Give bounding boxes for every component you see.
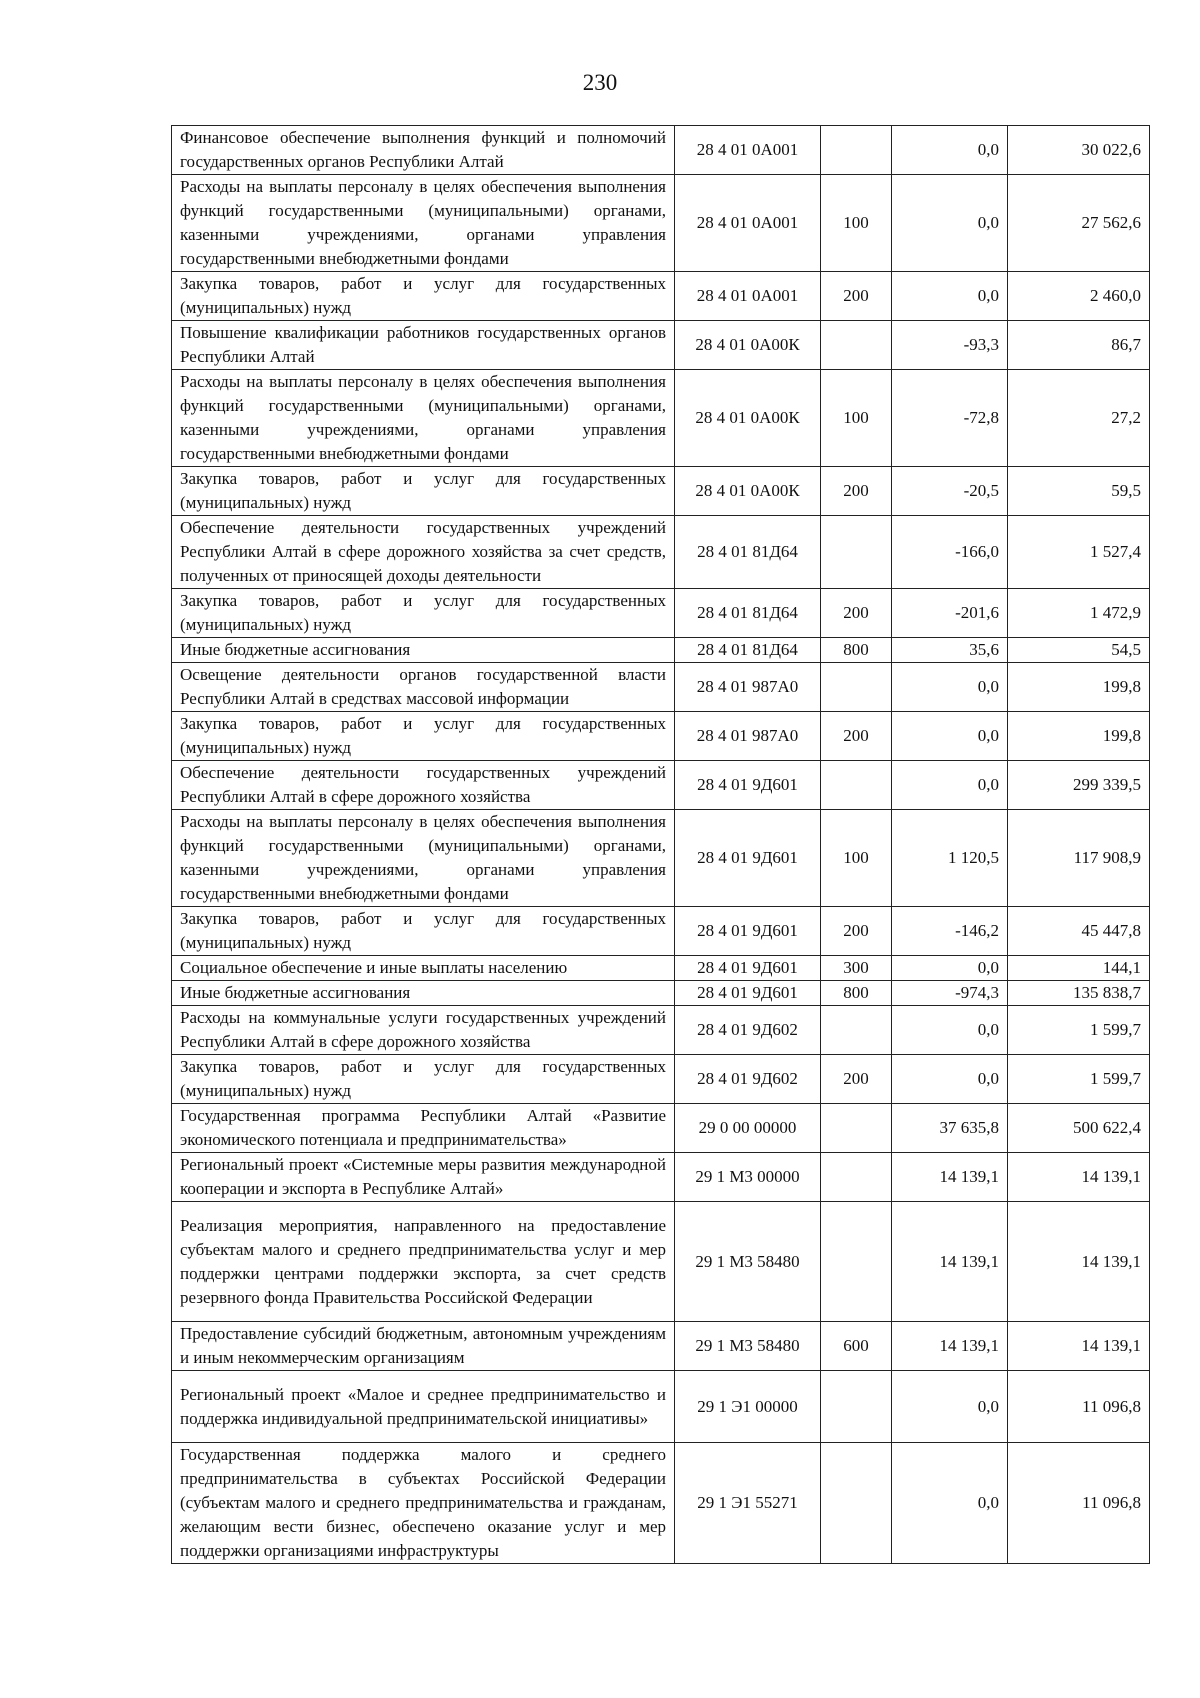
table-row <box>172 1371 1150 1443</box>
row-code-cell: 28 4 01 0А001 <box>675 126 821 175</box>
table-row <box>172 272 1150 321</box>
row-total-cell: 1 472,9 <box>1008 589 1150 638</box>
row-name-cell: Предоставление субсидий бюджетным, автономным учреждениям и иным некоммерческим организациям <box>172 1322 675 1371</box>
row-name-cell: Региональный проект «Малое и среднее предпринимательство и поддержка индивидуальной предпринимательской инициативы» <box>172 1371 675 1443</box>
table-row <box>172 370 1150 467</box>
row-total-cell: 54,5 <box>1008 638 1150 663</box>
table-row <box>172 1153 1150 1202</box>
row-name-cell: Закупка товаров, работ и услуг для государственных (муниципальных) нужд <box>172 1055 675 1104</box>
row-name-cell: Закупка товаров, работ и услуг для государственных (муниципальных) нужд <box>172 467 675 516</box>
row-change-cell: 0,0 <box>892 761 1008 810</box>
row-expense-type-cell <box>821 1104 892 1153</box>
row-expense-type-cell <box>821 1371 892 1443</box>
row-code-cell: 28 4 01 81Д64 <box>675 516 821 589</box>
table-row <box>172 126 1150 175</box>
row-change-cell: 0,0 <box>892 126 1008 175</box>
row-change-cell: 0,0 <box>892 712 1008 761</box>
row-expense-type-cell <box>821 516 892 589</box>
row-code-cell: 28 4 01 0А00К <box>675 467 821 516</box>
row-code-cell: 28 4 01 987А0 <box>675 663 821 712</box>
row-change-cell: 14 139,1 <box>892 1153 1008 1202</box>
table-row <box>172 761 1150 810</box>
row-code-cell: 28 4 01 0А001 <box>675 272 821 321</box>
row-total-cell: 199,8 <box>1008 712 1150 761</box>
page-number: 230 <box>582 70 618 95</box>
row-expense-type-cell <box>821 1202 892 1322</box>
row-code-cell: 29 1 M3 58480 <box>675 1202 821 1322</box>
table-row <box>172 589 1150 638</box>
row-expense-type-cell <box>821 663 892 712</box>
row-total-cell: 135 838,7 <box>1008 981 1150 1006</box>
row-total-cell: 11 096,8 <box>1008 1371 1150 1443</box>
row-code-cell: 28 4 01 9Д601 <box>675 907 821 956</box>
row-expense-type-cell: 600 <box>821 1322 892 1371</box>
row-total-cell: 27 562,6 <box>1008 175 1150 272</box>
row-name-cell: Расходы на выплаты персоналу в целях обеспечения выполнения функций государственными (муниципальными) органами, казенными учреждениями, органами управления государственными внебюджетными фондами <box>172 370 675 467</box>
table-row <box>172 810 1150 907</box>
row-name-cell: Закупка товаров, работ и услуг для государственных (муниципальных) нужд <box>172 907 675 956</box>
row-expense-type-cell: 800 <box>821 981 892 1006</box>
row-name-cell: Финансовое обеспечение выполнения функций и полномочий государственных органов Республики Алтай <box>172 126 675 175</box>
table-row <box>172 712 1150 761</box>
row-total-cell: 11 096,8 <box>1008 1443 1150 1564</box>
table-row <box>172 981 1150 1006</box>
row-expense-type-cell: 300 <box>821 956 892 981</box>
row-total-cell: 1 527,4 <box>1008 516 1150 589</box>
row-name-cell: Государственная программа Республики Алтай «Развитие экономического потенциала и предпринимательства» <box>172 1104 675 1153</box>
row-code-cell: 29 1 Э1 00000 <box>675 1371 821 1443</box>
row-expense-type-cell: 800 <box>821 638 892 663</box>
budget-table <box>171 125 1150 1564</box>
row-expense-type-cell: 200 <box>821 907 892 956</box>
row-total-cell: 500 622,4 <box>1008 1104 1150 1153</box>
table-row <box>172 1322 1150 1371</box>
row-change-cell: 37 635,8 <box>892 1104 1008 1153</box>
row-total-cell: 1 599,7 <box>1008 1006 1150 1055</box>
row-expense-type-cell <box>821 321 892 370</box>
row-code-cell: 28 4 01 9Д602 <box>675 1006 821 1055</box>
row-expense-type-cell <box>821 1443 892 1564</box>
row-change-cell: 0,0 <box>892 1055 1008 1104</box>
row-expense-type-cell: 200 <box>821 712 892 761</box>
row-code-cell: 28 4 01 0А001 <box>675 175 821 272</box>
row-code-cell: 28 4 01 987А0 <box>675 712 821 761</box>
row-name-cell: Освещение деятельности органов государственной власти Республики Алтай в средствах массовой информации <box>172 663 675 712</box>
row-expense-type-cell <box>821 126 892 175</box>
row-total-cell: 299 339,5 <box>1008 761 1150 810</box>
row-code-cell: 29 0 00 00000 <box>675 1104 821 1153</box>
table-row <box>172 467 1150 516</box>
row-code-cell: 28 4 01 81Д64 <box>675 589 821 638</box>
table-row <box>172 1006 1150 1055</box>
row-expense-type-cell <box>821 761 892 810</box>
row-name-cell: Реализация мероприятия, направленного на предоставление субъектам малого и среднего предпринимательства услуг и мер поддержки центрами поддержки экспорта, за счет средств резервного фонда Правительства Российской Федерации <box>172 1202 675 1322</box>
row-code-cell: 28 4 01 9Д601 <box>675 810 821 907</box>
row-total-cell: 1 599,7 <box>1008 1055 1150 1104</box>
row-total-cell: 45 447,8 <box>1008 907 1150 956</box>
row-code-cell: 29 1 Э1 55271 <box>675 1443 821 1564</box>
row-change-cell: 0,0 <box>892 956 1008 981</box>
row-expense-type-cell: 200 <box>821 467 892 516</box>
row-name-cell: Иные бюджетные ассигнования <box>172 981 675 1006</box>
row-change-cell: 0,0 <box>892 175 1008 272</box>
row-change-cell: -20,5 <box>892 467 1008 516</box>
row-total-cell: 14 139,1 <box>1008 1153 1150 1202</box>
table-row <box>172 321 1150 370</box>
row-expense-type-cell <box>821 1153 892 1202</box>
row-change-cell: 1 120,5 <box>892 810 1008 907</box>
table-row <box>172 638 1150 663</box>
row-code-cell: 28 4 01 9Д601 <box>675 956 821 981</box>
row-change-cell: 14 139,1 <box>892 1322 1008 1371</box>
row-change-cell: -974,3 <box>892 981 1008 1006</box>
row-total-cell: 14 139,1 <box>1008 1202 1150 1322</box>
row-code-cell: 28 4 01 81Д64 <box>675 638 821 663</box>
row-name-cell: Расходы на коммунальные услуги государственных учреждений Республики Алтай в сфере дорожного хозяйства <box>172 1006 675 1055</box>
row-code-cell: 28 4 01 9Д601 <box>675 761 821 810</box>
row-total-cell: 59,5 <box>1008 467 1150 516</box>
row-expense-type-cell: 100 <box>821 175 892 272</box>
row-change-cell: -72,8 <box>892 370 1008 467</box>
table-row <box>172 663 1150 712</box>
row-name-cell: Расходы на выплаты персоналу в целях обеспечения выполнения функций государственными (муниципальными) органами, казенными учреждениями, органами управления государственными внебюджетными фондами <box>172 175 675 272</box>
row-name-cell: Социальное обеспечение и иные выплаты населению <box>172 956 675 981</box>
row-code-cell: 29 1 M3 00000 <box>675 1153 821 1202</box>
row-total-cell: 27,2 <box>1008 370 1150 467</box>
row-name-cell: Расходы на выплаты персоналу в целях обеспечения выполнения функций государственными (муниципальными) органами, казенными учреждениями, органами управления государственными внебюджетными фондами <box>172 810 675 907</box>
row-name-cell: Обеспечение деятельности государственных учреждений Республики Алтай в сфере дорожного хозяйства <box>172 761 675 810</box>
row-code-cell: 29 1 M3 58480 <box>675 1322 821 1371</box>
row-total-cell: 117 908,9 <box>1008 810 1150 907</box>
row-expense-type-cell <box>821 1006 892 1055</box>
row-name-cell: Обеспечение деятельности государственных учреждений Республики Алтай в сфере дорожного хозяйства за счет средств, полученных от приносящей доходы деятельности <box>172 516 675 589</box>
row-name-cell: Закупка товаров, работ и услуг для государственных (муниципальных) нужд <box>172 272 675 321</box>
table-row <box>172 956 1150 981</box>
row-total-cell: 144,1 <box>1008 956 1150 981</box>
row-expense-type-cell: 200 <box>821 272 892 321</box>
table-row <box>172 1055 1150 1104</box>
row-name-cell: Повышение квалификации работников государственных органов Республики Алтай <box>172 321 675 370</box>
row-total-cell: 30 022,6 <box>1008 126 1150 175</box>
row-total-cell: 199,8 <box>1008 663 1150 712</box>
row-change-cell: 0,0 <box>892 1371 1008 1443</box>
row-total-cell: 2 460,0 <box>1008 272 1150 321</box>
row-change-cell: 14 139,1 <box>892 1202 1008 1322</box>
table-row <box>172 907 1150 956</box>
row-change-cell: 0,0 <box>892 1443 1008 1564</box>
row-change-cell: -93,3 <box>892 321 1008 370</box>
row-expense-type-cell: 200 <box>821 1055 892 1104</box>
row-change-cell: -166,0 <box>892 516 1008 589</box>
row-expense-type-cell: 100 <box>821 370 892 467</box>
row-change-cell: 0,0 <box>892 1006 1008 1055</box>
table-row <box>172 516 1150 589</box>
row-change-cell: 0,0 <box>892 272 1008 321</box>
table-row <box>172 1104 1150 1153</box>
row-code-cell: 28 4 01 0А00К <box>675 321 821 370</box>
row-total-cell: 86,7 <box>1008 321 1150 370</box>
row-code-cell: 28 4 01 9Д602 <box>675 1055 821 1104</box>
row-name-cell: Региональный проект «Системные меры развития международной кооперации и экспорта в Республике Алтай» <box>172 1153 675 1202</box>
row-change-cell: -146,2 <box>892 907 1008 956</box>
table-row <box>172 175 1150 272</box>
table-row <box>172 1202 1150 1322</box>
row-expense-type-cell: 100 <box>821 810 892 907</box>
row-change-cell: 0,0 <box>892 663 1008 712</box>
row-change-cell: -201,6 <box>892 589 1008 638</box>
row-total-cell: 14 139,1 <box>1008 1322 1150 1371</box>
row-name-cell: Закупка товаров, работ и услуг для государственных (муниципальных) нужд <box>172 712 675 761</box>
row-code-cell: 28 4 01 0А00К <box>675 370 821 467</box>
table-row <box>172 1443 1150 1564</box>
row-name-cell: Закупка товаров, работ и услуг для государственных (муниципальных) нужд <box>172 589 675 638</box>
row-expense-type-cell: 200 <box>821 589 892 638</box>
row-name-cell: Иные бюджетные ассигнования <box>172 638 675 663</box>
row-name-cell: Государственная поддержка малого и среднего предпринимательства в субъектах Российской Федерации (субъектам малого и среднего предпринимательства и гражданам, желающим вести бизнес, обеспечено оказание услуг и мер поддержки организациями инфраструктуры <box>172 1443 675 1564</box>
row-code-cell: 28 4 01 9Д601 <box>675 981 821 1006</box>
row-change-cell: 35,6 <box>892 638 1008 663</box>
